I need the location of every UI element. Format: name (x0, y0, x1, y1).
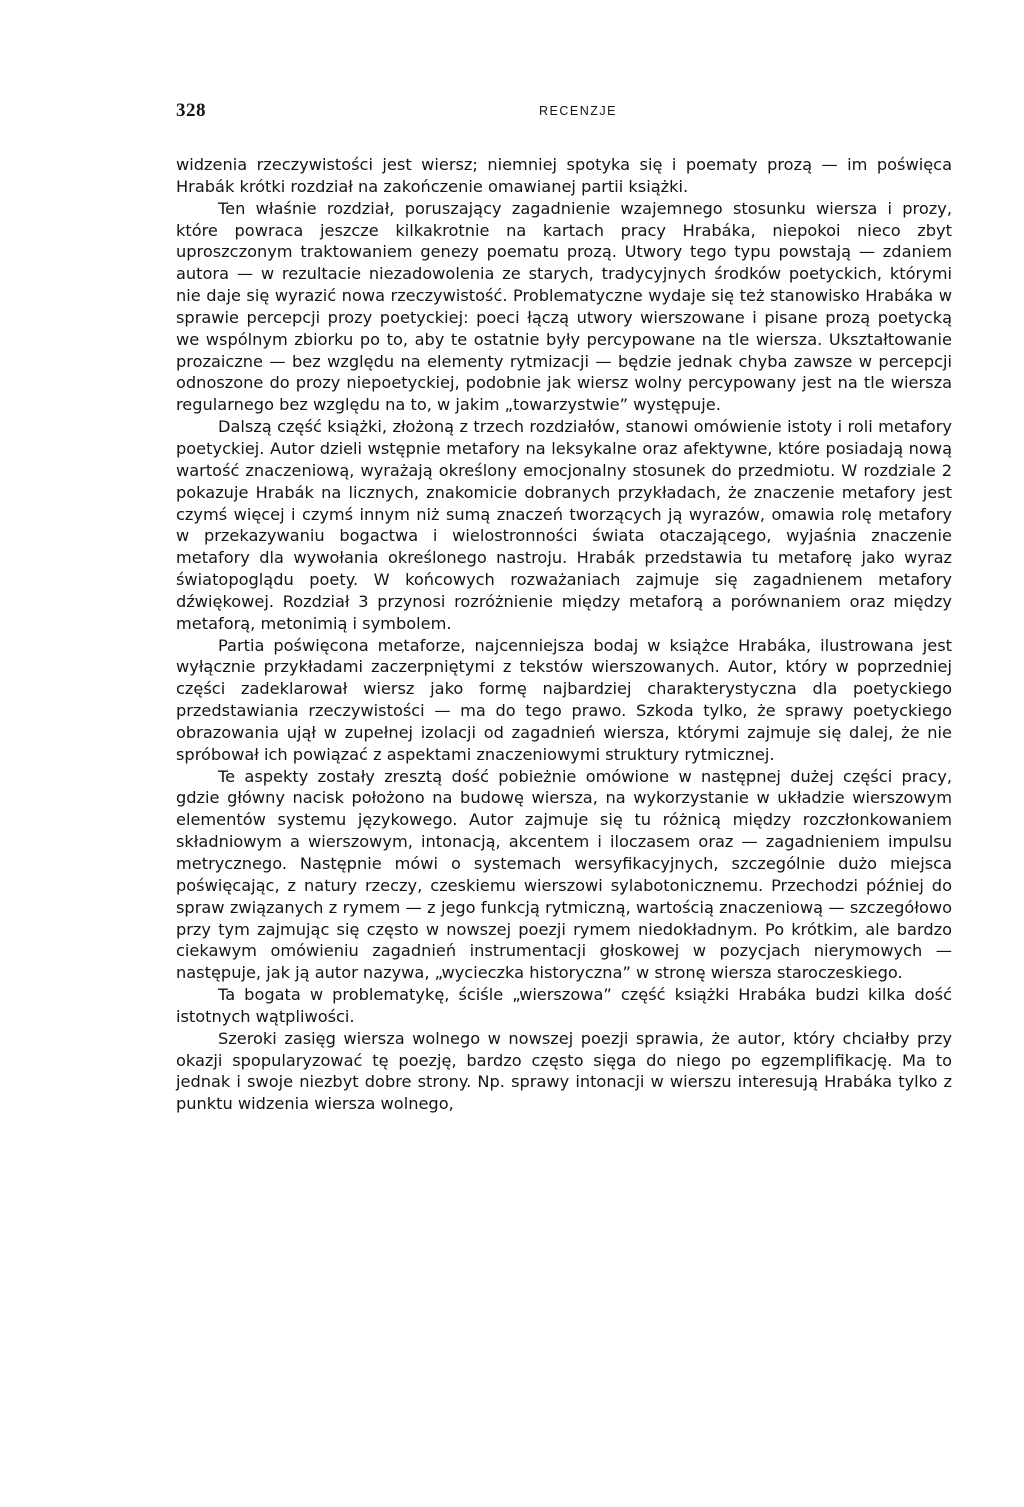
article-body (176, 154, 952, 1115)
paragraph: Te aspekty zostały zresztą dość pobieżnie omówione w następnej dużej części pracy, gdzie główny nacisk położono na budowę wiersza, na wykorzystanie w układzie wierszowym elementów systemu językowego. Autor zajmuje się tu różnicą między rozczłonkowaniem składniowym a wierszowym, intonacją, akcentem i iloczasem oraz — zagadnieniem impulsu metrycznego. Następnie mówi o systemach wersyfikacyjnych, szczególnie dużo miejsca poświęcając, z natury rzeczy, czeskiemu wierszowi sylabotonicznemu. Przechodzi później do spraw związanych z rymem — z jego funkcją rytmiczną, wartością znaczeniową — szczegółowo przy tym zajmując się często w nowszej poezji rymem niedokładnym. Po krótkim, ale bardzo ciekawym omówieniu zagadnień instrumentacji głoskowej w pozycjach nierymowych — następuje, jak ją autor nazywa, „wycieczka historyczna” w stronę wiersza staroczeskiego. (176, 766, 952, 983)
section-title: RECENZJE (539, 104, 617, 118)
paragraph: Ta bogata w problematykę, ściśle „wierszowa” część książki Hrabáka budzi kilka dość istotnych wątpliwości. (176, 985, 952, 1026)
paragraph-continuation: widzenia rzeczywistości jest wiersz; niemniej spotyka się i poematy prozą — im poświęca Hrabák krótki rozdział na zakończenie omawianej partii książki. (176, 155, 952, 196)
running-head (176, 100, 952, 126)
paragraph: Partia poświęcona metaforze, najcenniejsza bodaj w książce Hrabáka, ilustrowana jest wyłącznie przykładami zaczerpniętymi z tekstów wierszowanych. Autor, który w poprzedniej części zadeklarował wiersz jako formę najbardziej charakterystyczna dla poetyckiego przedstawiania rzeczywistości — ma do tego prawo. Szkoda tylko, że sprawy poetyckiego obrazowania ujął w zupełnej izolacji od zagadnień wiersza, którymi zajmuje się dalej, że nie spróbował ich powiązać z aspektami znaczeniowymi struktury rytmicznej. (176, 635, 952, 764)
paragraph: Ten właśnie rozdział, poruszający zagadnienie wzajemnego stosunku wiersza i prozy, które powraca jeszcze kilkakrotnie na kartach pracy Hrabáka, niepokoi nieco zbyt uproszczonym traktowaniem genezy poematu prozą. Utwory tego typu powstają — zdaniem autora — w rezultacie niezadowolenia ze starych, tradycyjnych środków poetyckich, którymi nie daje się wyrazić nowa rzeczywistość. Problematyczne wydaje się też stanowisko Hrabáka w sprawie percepcji prozy poetyckiej: poeci łączą utwory wierszowane i pisane prozą poetycką we wspólnym zbiorku po to, aby te ostatnie były percypowane na tle wiersza. Ukształtowanie prozaiczne — bez względu na elementy rytmizacji — będzie jednak chyba zawsze w percepcji odnoszone do prozy niepoetyckiej, podobnie jak wiersz wolny percypowany jest na tle wiersza regularnego bez względu na to, w jakim „towarzystwie” występuje. (176, 198, 952, 415)
paragraph: Dalszą część książki, złożoną z trzech rozdziałów, stanowi omówienie istoty i roli metafory poetyckiej. Autor dzieli wstępnie metafory na leksykalne oraz afektywne, które posiadają nową wartość znaczeniową, wyrażają określony emocjonalny stosunek do przedmiotu. W rozdziale 2 pokazuje Hrabák na licznych, znakomicie dobranych przykładach, że znaczenie metafory jest czymś więcej i czymś innym niż sumą znaczeń tworzących ją wyrazów, omawia rolę metafory w przekazywaniu bogactwa i wielostronności świata otaczającego, wyjaśnia znaczenie metafory dla wywołania określonego nastroju. Hrabák przedstawia tu metaforę jako wyraz światopoglądu poety. W końcowych rozważaniach zajmuje się zagadnienem metafory dźwiękowej. Rozdział 3 przynosi rozróżnienie między metaforą a porównaniem oraz między metaforą, metonimią i symbolem. (176, 417, 952, 633)
paragraph: Szeroki zasięg wiersza wolnego w nowszej poezji sprawia, że autor, który chciałby przy okazji spopularyzować tę poezję, bardzo często sięga do niego po egzemplifikację. Ma to jednak i swoje niezbyt dobre strony. Np. sprawy intonacji w wierszu interesują Hrabáka tylko z punktu widzenia wiersza wolnego, (176, 1028, 952, 1114)
page-number: 328 (176, 100, 206, 121)
